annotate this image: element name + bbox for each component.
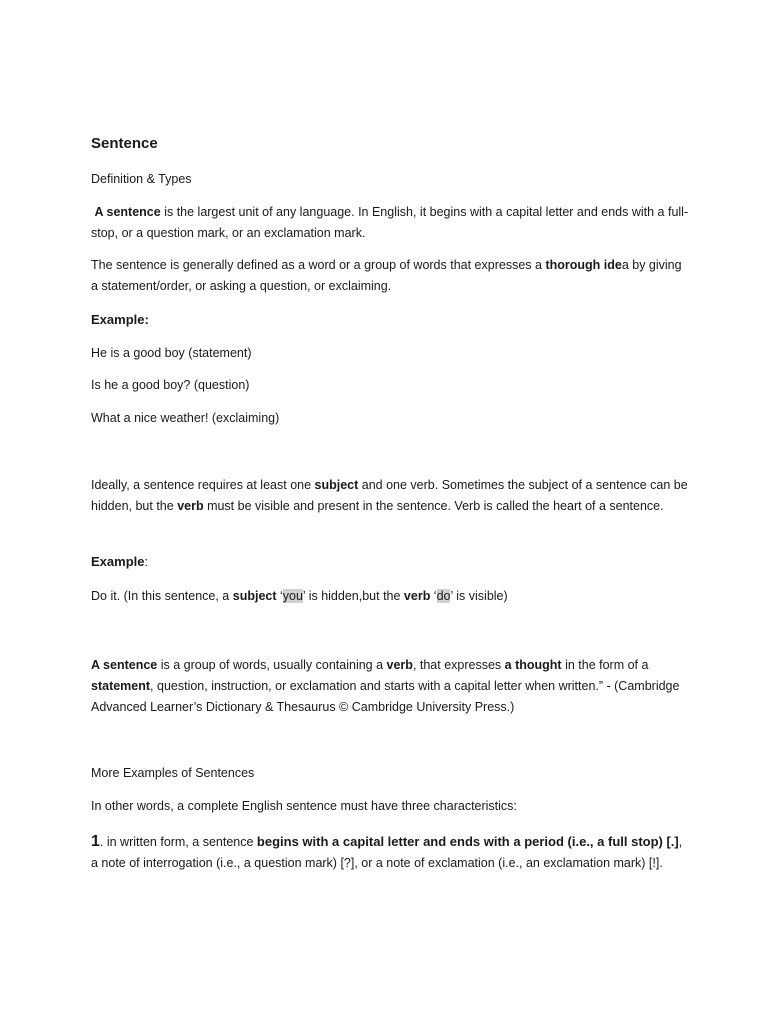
example-item: He is a good boy (statement) [91, 346, 252, 360]
paragraph-example-do-it [91, 586, 691, 607]
example-label-colon: : [144, 555, 148, 569]
paragraph-text: in the form of a [561, 658, 649, 672]
paragraph-text: Do it. (In this sentence, a [91, 589, 233, 603]
bold-term: verb [403, 589, 431, 603]
example-label-text: Example [91, 554, 145, 569]
paragraph-text: The sentence is generally defined as a word or a group of words that expresses a [91, 258, 546, 272]
bold-term: subject [232, 589, 277, 603]
paragraph-text: , that expresses [412, 658, 505, 672]
paragraph-text: ‘ [276, 589, 283, 603]
bold-term: A sentence [91, 658, 158, 672]
bold-term: verb [177, 499, 204, 513]
paragraph-text: ‘ [430, 589, 437, 603]
highlighted-word: you [282, 589, 303, 603]
paragraph-text: is a group of words, usually containing a [157, 658, 387, 672]
paragraph-text: a by giving a statement/order, or asking a question, or exclaiming. [91, 258, 682, 293]
paragraph-general-definition [91, 255, 691, 297]
paragraph-text: is the largest unit of any language. In English, it begins with a capital letter and ends with a full-stop, or a question mark, or an exclamation mark. [91, 205, 689, 240]
bold-term: statement [91, 679, 151, 693]
section-heading-more-examples: More Examples of Sentences [91, 766, 255, 780]
example-label [91, 551, 691, 573]
paragraph-characteristic-1 [91, 831, 691, 874]
doc-title: Sentence [91, 135, 158, 152]
bold-term: begins with a capital letter and ends with a period (i.e., a full stop) [.] [256, 834, 679, 849]
paragraph-text: must be visible and present in the sentence. Verb is called the heart of a sentence. [203, 499, 664, 513]
paragraph-text: and one verb. Sometimes the subject of a sentence can be hidden, but the [91, 478, 688, 513]
paragraph-subject-verb [91, 475, 691, 517]
example-item: Is he a good boy? (question) [91, 378, 250, 392]
paragraph-cambridge-definition [91, 655, 691, 718]
bold-term: verb [386, 658, 413, 672]
bold-term: A sentence [94, 205, 161, 219]
paragraph-text: ’ is hidden,but the [302, 589, 404, 603]
paragraph-text: Ideally, a sentence requires at least one [91, 478, 315, 492]
example-label [91, 309, 691, 331]
example-item: What a nice weather! (exclaiming) [91, 411, 280, 425]
paragraph-characteristics-intro: In other words, a complete English sentence must have three characteristics: [91, 799, 517, 813]
paragraph-text: . in written form, a sentence [99, 835, 257, 849]
paragraph-text: , a note of interrogation (i.e., a question mark) [?], or a note of exclamation (i.e., an exclamation mark) [!]. [91, 835, 683, 870]
doc-subtitle: Definition & Types [91, 172, 192, 186]
paragraph-definition [91, 202, 691, 244]
bold-term: thorough ide [545, 258, 622, 272]
highlighted-word: do [436, 589, 451, 603]
list-number: 1 [91, 833, 100, 850]
bold-term: a thought [504, 658, 562, 672]
paragraph-text: , question, instruction, or exclamation and starts with a capital letter when written.” - (Cambridge Advanced Learner’s Dictionary & Thesaurus © Cambridge University Press.) [91, 679, 680, 714]
bold-term: subject [314, 478, 359, 492]
paragraph-text: ’ is visible) [450, 589, 508, 603]
example-label-text: Example: [91, 312, 149, 327]
